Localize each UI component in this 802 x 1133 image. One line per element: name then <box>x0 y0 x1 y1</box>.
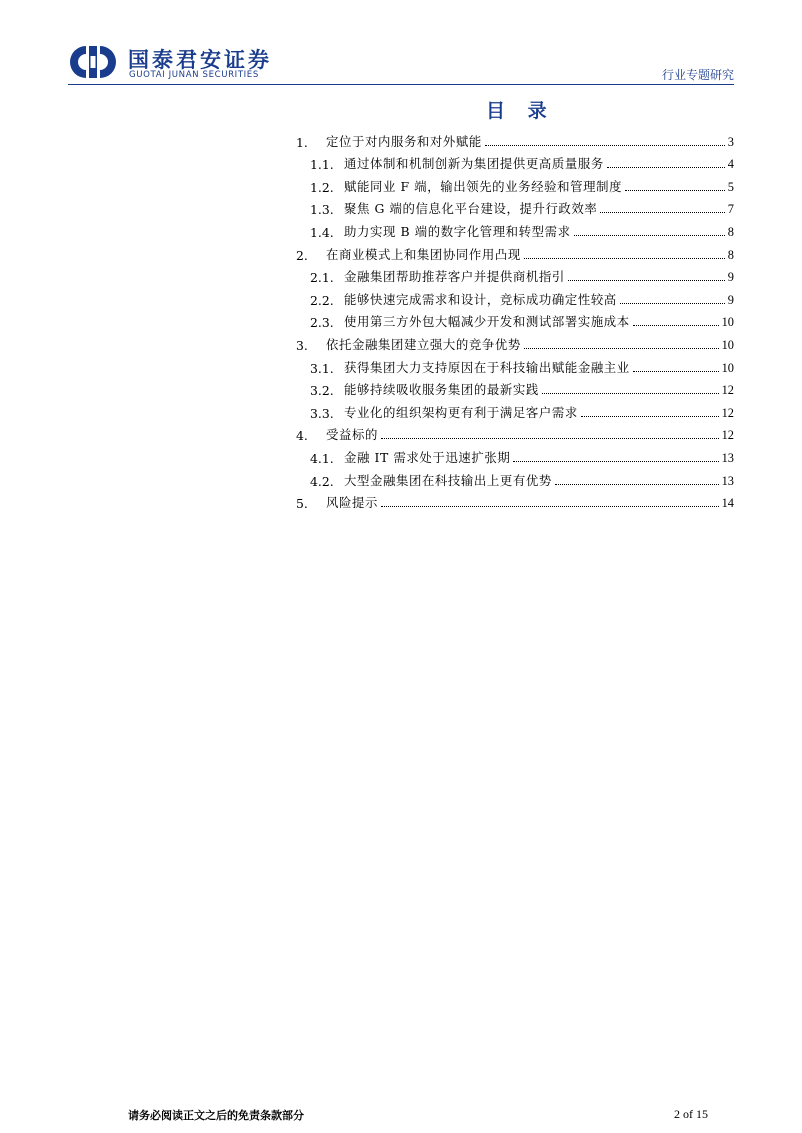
toc-entry-title: 使用第三方外包大幅减少开发和测试部署实施成本 <box>344 314 630 330</box>
logo-chinese-name: 国泰君安证券 <box>128 48 272 72</box>
toc-title: 目 录 <box>486 100 555 122</box>
toc-dot-leader <box>574 235 725 236</box>
toc-dot-leader <box>600 212 724 213</box>
toc-entry-title: 专业化的组织架构更有利于满足客户需求 <box>344 404 578 420</box>
toc-entry-number: 4.2. <box>310 473 334 489</box>
toc-subsection-entry[interactable] <box>296 443 734 466</box>
guotai-junan-logo-icon <box>68 44 118 80</box>
toc-entry-number: 3.2. <box>310 383 334 399</box>
toc-entry-page: 10 <box>721 337 734 352</box>
toc-dot-leader <box>607 167 725 168</box>
toc-dot-leader <box>633 371 719 372</box>
toc-entry-number: 1. <box>296 134 308 150</box>
toc-entry-page: 8 <box>727 247 734 262</box>
toc-section-entry[interactable] <box>296 489 734 512</box>
toc-entry-number: 1.1. <box>310 157 334 173</box>
toc-entry-title: 聚焦 G 端的信息化平台建设，提升行政效率 <box>344 201 598 217</box>
toc-subsection-entry[interactable] <box>296 195 734 218</box>
toc-subsection-entry[interactable] <box>296 172 734 195</box>
toc-entry-number: 4.1. <box>310 450 334 466</box>
toc-entry-page: 7 <box>727 202 734 217</box>
toc-subsection-entry[interactable] <box>296 285 734 308</box>
toc-entry-number: 2.1. <box>310 270 334 286</box>
toc-subsection-entry[interactable] <box>296 263 734 286</box>
toc-subsection-entry[interactable] <box>296 398 734 421</box>
toc-dot-leader <box>620 303 725 304</box>
toc-subsection-entry[interactable] <box>296 353 734 376</box>
toc-entry-page: 13 <box>721 473 734 488</box>
toc-subsection-entry[interactable] <box>296 150 734 173</box>
toc-entry-title: 赋能同业 F 端，输出领先的业务经验和管理制度 <box>344 178 623 194</box>
toc-entry-number: 2.2. <box>310 292 334 308</box>
toc-dot-leader <box>633 325 719 326</box>
toc-entry-title: 金融集团帮助推荐客户并提供商机指引 <box>344 269 565 285</box>
toc-entry-title: 受益标的 <box>326 427 378 443</box>
toc-entry-page: 3 <box>727 134 734 149</box>
toc-entry-number: 2. <box>296 247 308 263</box>
toc-subsection-entry[interactable] <box>296 376 734 399</box>
toc-entry-page: 13 <box>721 450 734 465</box>
page-indicator: 2 of 15 <box>674 1107 708 1121</box>
toc-entry-title: 大型金融集团在科技输出上更有优势 <box>344 472 552 488</box>
table-of-contents <box>296 127 734 511</box>
toc-entry-title: 获得集团大力支持原因在于科技输出赋能金融主业 <box>344 359 630 375</box>
toc-entry-title: 在商业模式上和集团协同作用凸现 <box>326 246 521 262</box>
header-divider <box>68 84 734 85</box>
toc-dot-leader <box>542 393 719 394</box>
logo-english-name: GUOTAI JUNAN SECURITIES <box>129 70 259 80</box>
toc-entry-page: 12 <box>721 405 734 420</box>
toc-dot-leader <box>524 348 719 349</box>
toc-dot-leader <box>513 461 718 462</box>
toc-entry-page: 9 <box>727 292 734 307</box>
toc-subsection-entry[interactable] <box>296 217 734 240</box>
toc-entry-number: 5. <box>296 496 308 512</box>
toc-entry-title: 能够持续吸收服务集团的最新实践 <box>344 382 539 398</box>
toc-entry-title: 助力实现 B 端的数字化管理和转型需求 <box>344 223 571 239</box>
toc-entry-number: 3. <box>296 337 308 353</box>
toc-section-entry[interactable] <box>296 421 734 444</box>
toc-entry-number: 4. <box>296 428 308 444</box>
toc-entry-page: 14 <box>721 496 734 511</box>
toc-entry-number: 3.1. <box>310 360 334 376</box>
toc-entry-title: 通过体制和机制创新为集团提供更高质量服务 <box>344 156 604 172</box>
toc-dot-leader <box>524 258 725 259</box>
toc-subsection-entry[interactable] <box>296 466 734 489</box>
toc-dot-leader <box>381 506 719 507</box>
toc-entry-page: 12 <box>721 428 734 443</box>
toc-entry-page: 10 <box>721 360 734 375</box>
toc-entry-page: 10 <box>721 315 734 330</box>
toc-entry-page: 4 <box>727 157 734 172</box>
page-header <box>0 0 802 90</box>
toc-dot-leader <box>568 280 725 281</box>
toc-entry-number: 2.3. <box>310 315 334 331</box>
report-type-label: 行业专题研究 <box>661 68 734 82</box>
toc-dot-leader <box>625 190 725 191</box>
toc-dot-leader <box>555 484 719 485</box>
toc-dot-leader <box>381 438 719 439</box>
toc-entry-page: 12 <box>721 383 734 398</box>
toc-subsection-entry[interactable] <box>296 308 734 331</box>
toc-entry-number: 3.3. <box>310 405 334 421</box>
toc-dot-leader <box>581 416 719 417</box>
toc-entry-page: 8 <box>727 224 734 239</box>
toc-entry-number: 1.4. <box>310 224 334 240</box>
footer-disclaimer: 请务必阅读正文之后的免责条款部分 <box>128 1109 304 1122</box>
toc-entry-title: 定位于对内服务和对外赋能 <box>326 133 482 149</box>
toc-entry-number: 1.3. <box>310 202 334 218</box>
toc-entry-page: 9 <box>727 270 734 285</box>
toc-entry-number: 1.2. <box>310 179 334 195</box>
toc-entry-title: 能够快速完成需求和设计，竞标成功确定性较高 <box>344 291 617 307</box>
toc-section-entry[interactable] <box>296 330 734 353</box>
toc-entry-title: 依托金融集团建立强大的竞争优势 <box>326 336 521 352</box>
toc-entry-page: 5 <box>727 179 734 194</box>
toc-entry-title: 风险提示 <box>326 495 378 511</box>
toc-section-entry[interactable] <box>296 240 734 263</box>
toc-dot-leader <box>485 145 725 146</box>
toc-section-entry[interactable] <box>296 127 734 150</box>
toc-entry-title: 金融 IT 需求处于迅速扩张期 <box>344 449 511 465</box>
